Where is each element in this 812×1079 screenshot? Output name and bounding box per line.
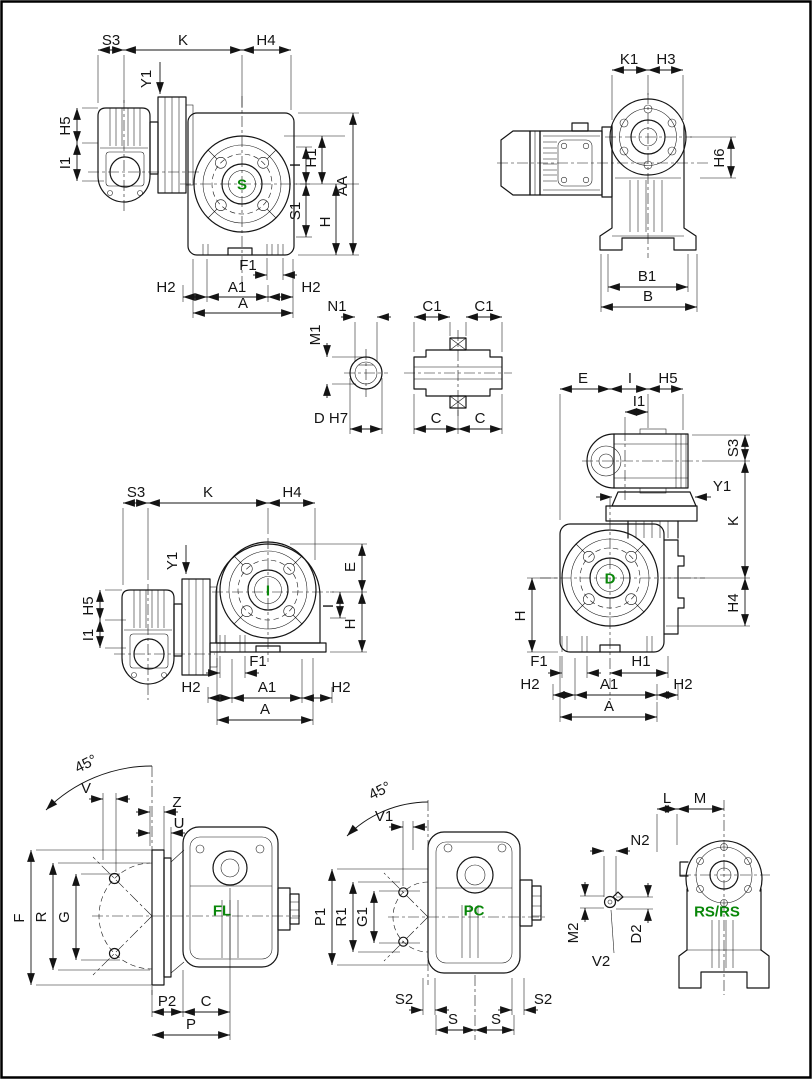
d-dim-label-h2-right: H2 xyxy=(673,676,693,693)
rs-dim-label-n2: N2 xyxy=(630,832,650,849)
s-dim-label-k: K xyxy=(177,32,189,49)
i-dim-label-e: E xyxy=(342,561,359,573)
pc-dim-label-r1: R1 xyxy=(333,907,350,927)
i-dim-label-a1: A1 xyxy=(257,679,277,696)
d-dim-label-k: K xyxy=(725,515,742,527)
fl-dim-label-z: Z xyxy=(172,794,182,811)
s-dim-label-a: A xyxy=(237,295,249,312)
i-dim-label-i: I xyxy=(320,603,337,609)
rs-view-letter: RS/RS xyxy=(694,903,740,921)
d-dim-label-h2-left: H2 xyxy=(520,676,540,693)
d-dim-label-y1: Y1 xyxy=(712,478,732,495)
b-dim-label-h6: H6 xyxy=(711,148,728,168)
i-dim-label-f1: F1 xyxy=(249,653,267,670)
b-dim-label-h3: H3 xyxy=(656,51,676,68)
b-dim-label-k1: K1 xyxy=(619,51,639,68)
s-view-letter: S xyxy=(236,176,248,194)
d-view-letter: D xyxy=(604,570,616,588)
fl-dim-label-p2: P2 xyxy=(157,993,177,1010)
s-dim-label-h1: H1 xyxy=(303,148,320,168)
i-view-letter: I xyxy=(265,582,271,600)
fl-dim-label-p: P xyxy=(185,1016,197,1033)
b-dim-label-b1: B1 xyxy=(637,268,657,285)
i-dim-label-a: A xyxy=(259,701,271,718)
rs-dim-label-v2: V2 xyxy=(591,953,611,970)
d-dim-label-f1: F1 xyxy=(530,653,548,670)
shaft-dim-label-c1-left: C1 xyxy=(422,298,442,315)
fl-dim-label-v: V xyxy=(80,780,92,797)
fl-dim-label-r: R xyxy=(33,911,50,923)
s-dim-label-a1: A1 xyxy=(227,279,247,296)
pc-dim-label-s-right: S xyxy=(490,1011,502,1028)
d-dim-label-h5: H5 xyxy=(658,370,678,387)
shaft-dim-label-c-right: C xyxy=(474,410,486,427)
d-dim-label-i1: I1 xyxy=(632,393,646,410)
s-dim-label-i1: I1 xyxy=(57,156,74,170)
d-dim-label-i: I xyxy=(627,370,633,387)
pc-dim-label-v1: V1 xyxy=(374,808,394,825)
shaft-dim-label-n1: N1 xyxy=(327,298,347,315)
s-dim-label-h5: H5 xyxy=(57,116,74,136)
pc-view-letter: PC xyxy=(463,902,485,920)
i-dim-label-h: H xyxy=(342,618,359,630)
s-dim-label-i: I xyxy=(287,162,304,168)
d-dim-label-a1: A1 xyxy=(599,676,619,693)
pc-dim-label-p1: P1 xyxy=(312,907,329,927)
s-dim-label-h2-left: H2 xyxy=(156,279,176,296)
s-dim-label-h: H xyxy=(317,216,334,228)
rs-dim-label-m: M xyxy=(693,790,707,807)
fl-view-letter: FL xyxy=(212,902,232,920)
pc-dim-label-s2-left: S2 xyxy=(394,991,414,1008)
i-dim-label-h4: H4 xyxy=(282,484,302,501)
s-dim-label-f1: F1 xyxy=(239,257,257,274)
s-dim-label-s1: S1 xyxy=(287,201,304,221)
fl-dim-label-angle: 45° xyxy=(71,751,100,777)
d-dim-label-a: A xyxy=(603,698,615,715)
rs-dim-label-d2: D2 xyxy=(628,924,645,944)
s-dim-label-aa: AA xyxy=(334,175,351,197)
d-dim-label-e: E xyxy=(577,370,589,387)
shaft-dim-label-d-h7: D H7 xyxy=(313,410,349,427)
s-dim-label-h4: H4 xyxy=(256,32,276,49)
pc-dim-label-g1: G1 xyxy=(354,906,371,928)
fl-dim-label-g: G xyxy=(56,911,73,923)
fl-dim-label-c: C xyxy=(200,993,212,1010)
d-dim-label-h4: H4 xyxy=(725,593,742,613)
b-dim-label-b: B xyxy=(642,288,654,305)
shaft-dim-label-m1: M1 xyxy=(307,324,324,346)
fl-dim-label-u: U xyxy=(173,815,185,832)
pc-dim-label-s2-right: S2 xyxy=(533,991,553,1008)
i-dim-label-i1: I1 xyxy=(80,628,97,642)
s-dim-label-s3: S3 xyxy=(101,32,121,49)
d-dim-label-h1: H1 xyxy=(631,653,651,670)
pc-dim-label-s-left: S xyxy=(447,1011,459,1028)
i-dim-label-y1: Y1 xyxy=(164,551,181,571)
i-dim-label-h5: H5 xyxy=(80,596,97,616)
pc-dim-label-angle: 45° xyxy=(365,778,394,804)
rs-dim-label-l: L xyxy=(662,790,672,807)
d-dim-label-s3: S3 xyxy=(725,438,742,458)
fl-dim-label-f: F xyxy=(11,913,28,923)
d-dim-label-h: H xyxy=(512,610,529,622)
s-dim-label-h2-right: H2 xyxy=(301,279,321,296)
i-dim-label-s3: S3 xyxy=(126,484,146,501)
i-dim-label-h2-left: H2 xyxy=(181,679,201,696)
rs-dim-label-m2: M2 xyxy=(565,922,582,944)
s-dim-label-y1: Y1 xyxy=(138,69,155,89)
shaft-dim-label-c-left: C xyxy=(430,410,442,427)
shaft-dim-label-c1-right: C1 xyxy=(474,298,494,315)
rs-dim-v2 xyxy=(592,953,610,970)
i-dim-label-k: K xyxy=(202,484,214,501)
i-dim-label-h2-right: H2 xyxy=(331,679,351,696)
